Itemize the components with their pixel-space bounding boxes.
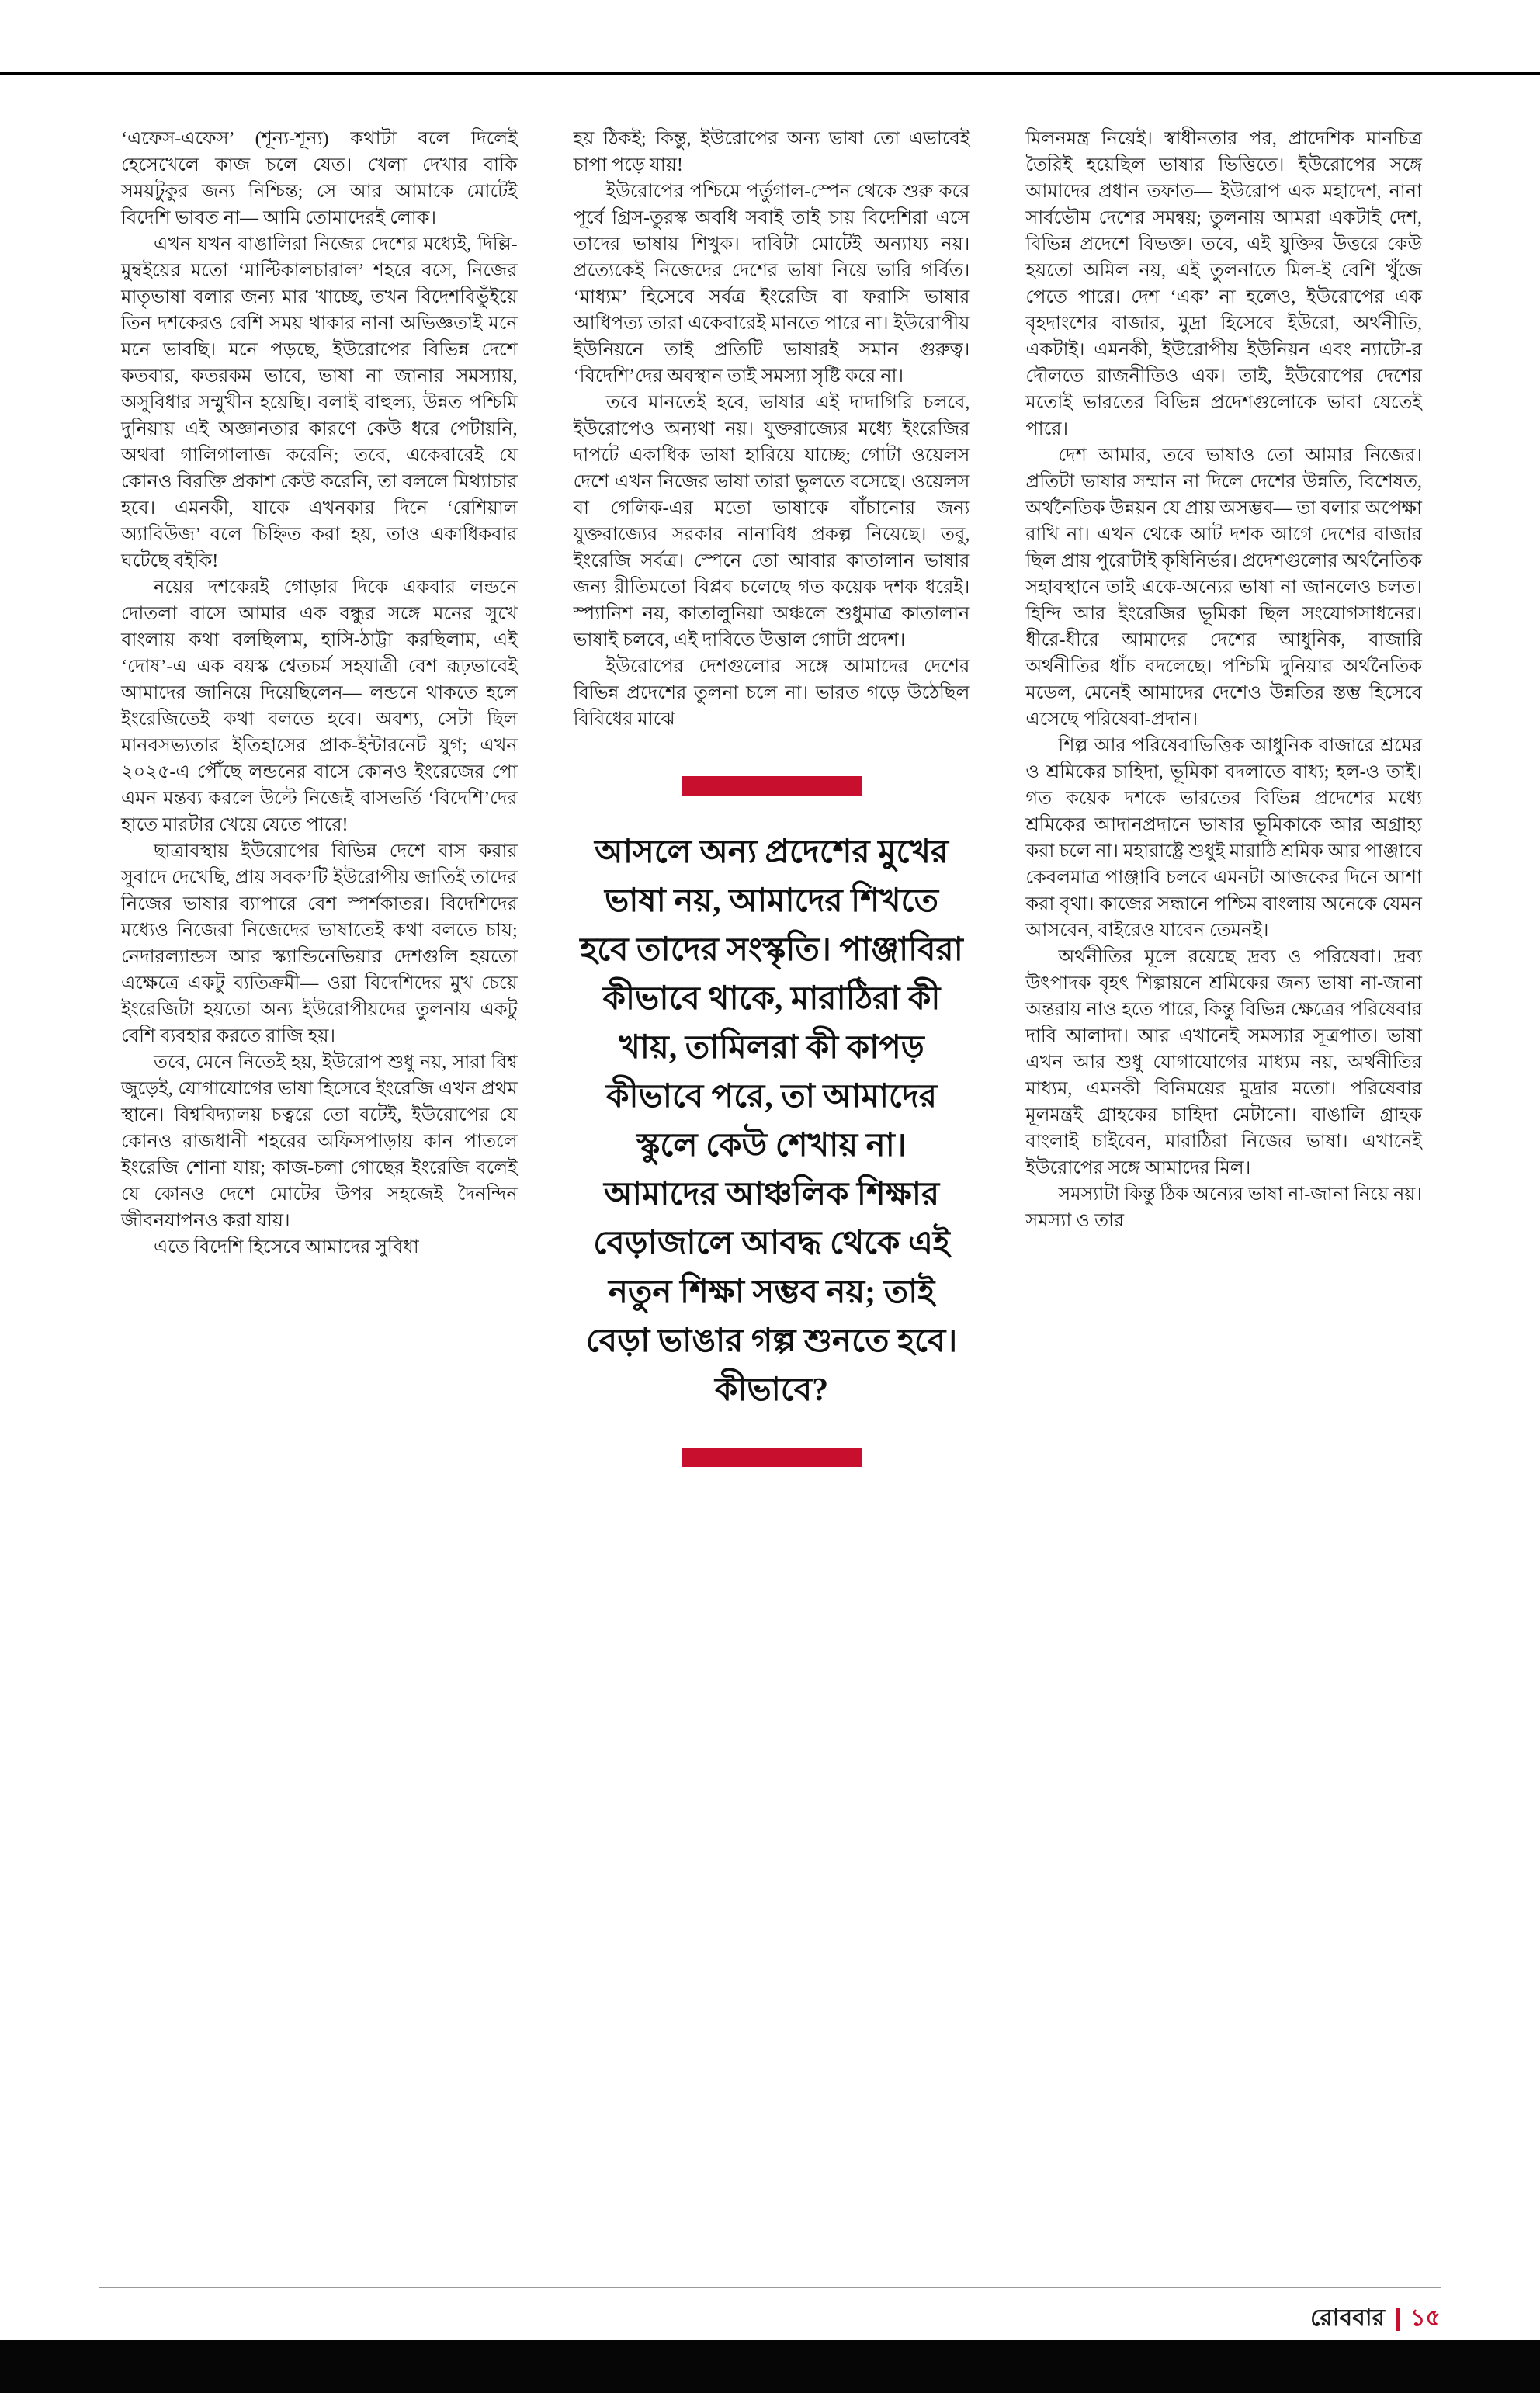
paragraph: সমস্যাটা কিন্তু ঠিক অন্যের ভাষা না-জানা নিয়ে নয়। সমস্যা ও তার <box>1025 1184 1423 1231</box>
paragraph: নয়ের দশকেরই গোড়ার দিকে একবার লন্ডনে দোতলা বাসে আমার এক বন্ধুর সঙ্গে মনের সুখে বাংলায় কথা বলছিলাম, হাসি-ঠাট্টা করছিলাম, এই ‘দোষ’-এ এক বয়স্ক শ্বেতচর্ম সহযাত্রী বেশ রূঢ়ভাবেই আমাদের জানিয়ে দিয়েছিলেন— লন্ডনে থাকতে হলে ইংরেজিতেই কথা বলতে হবে। অবশ্য, সেটা ছিল মানবসভ্যতার ইতিহাসের প্রাক-ইন্টারনেট যুগ; এখন ২০২৫-এ পৌঁছে লন্ডনের বাসে কোনও ইংরেজের পো এমন মন্তব্য করলে উল্টে নিজেই বাসভর্তি ‘বিদেশি’দের হাতে মারটার খেয়ে যেতে পারে! <box>121 577 518 835</box>
footer-separator <box>1396 2308 1400 2331</box>
article-column-1 <box>121 126 518 1261</box>
pull-quote-rule-bottom <box>682 1448 862 1467</box>
footer-page-number: ১৫ <box>1410 2305 1441 2331</box>
paragraph: অর্থনীতির মূলে রয়েছে দ্রব্য ও পরিষেবা। দ্রব্য উৎপাদক বৃহৎ শিল্পায়নে শ্রমিকের জন্য ভাষা না-জানা অন্তরায় নাও হতে পারে, কিন্তু বিভিন্ন ক্ষেত্রের পরিষেবার দাবি আলাদা। আর এখানেই সমস্যার সূত্রপাত। ভাষা এখন আর শুধু যোগাযোগের মাধ্যম নয়, অর্থনীতির মাধ্যম, এমনকী বিনিময়ের মুদ্রার মতো। পরিষেবার মূলমন্ত্রই গ্রাহকের চাহিদা মেটানো। বাঙালি গ্রাহক বাংলাই চাইবেন, মারাঠিরা নিজের ভাষা। এখানেই ইউরোপের সঙ্গে আমাদের মিল। <box>1025 947 1423 1178</box>
paragraph: তবে মানতেই হবে, ভাষার এই দাদাগিরি চলবে, ইউরোপেও অন্যথা নয়। যুক্তরাজ্যের মধ্যে ইংরেজির দাপটে একাধিক ভাষা হারিয়ে যাচ্ছে; গোটা ওয়েলস দেশে এখন নিজের ভাষা তারা ভুলতে বসেছে। ওয়েলস বা গেলিক-এর মতো ভাষাকে বাঁচানোর জন্য যুক্তরাজ্যের সরকার নানাবিধ প্রকল্প নিয়েছে। তবু, ইংরেজি সর্বত্র। স্পেনে তো আবার কাতালান ভাষার জন্য রীতিমতো বিপ্লব চলেছে গত কয়েক দশক ধরেই। স্প্যানিশ নয়, কাতালুনিয়া অঞ্চলে শুধুমাত্র কাতালান ভাষাই চলবে, এই দাবিতে উত্তাল গোটা প্রদেশ। <box>573 393 970 650</box>
article-column-2 <box>574 126 970 1467</box>
bottom-band <box>0 2340 1540 2393</box>
paragraph: দেশ আমার, তবে ভাষাও তো আমার নিজের। প্রতিটা ভাষার সম্মান না দিলে দেশের উন্নতি, বিশেষত, অর্থনৈতিক উন্নয়ন যে প্রায় অসম্ভব— তা বলার অপেক্ষা রাখি না। এখন থেকে আট দশক আগে দেশের বাজার ছিল প্রায় পুরোটাই কৃষিনির্ভর। প্রদেশগুলোর অর্থনৈতিক সহাবস্থানে তাই একে-অন্যের ভাষা না জানলেও চলত। হিন্দি আর ইংরেজির ভূমিকা ছিল সংযোগসাধনের। ধীরে-ধীরে আমাদের দেশের আধুনিক, বাজারি অর্থনীতির ধাঁচ বদলেছে। পশ্চিমি দুনিয়ার অর্থনৈতিক মডেল, মেনেই আমাদের দেশেও উন্নতির স্তম্ভ হিসেবে এসেছে পরিষেবা-প্রদান। <box>1025 446 1423 730</box>
paragraph: হয় ঠিকই; কিন্তু, ইউরোপের অন্য ভাষা তো এভাবেই চাপা পড়ে যায়! <box>573 129 970 175</box>
article-column-3 <box>1025 126 1422 1234</box>
article-body <box>121 126 1422 1467</box>
page-footer <box>1310 2299 1441 2339</box>
top-rule <box>0 72 1540 75</box>
paragraph: ইউরোপের পশ্চিমে পর্তুগাল-স্পেন থেকে শুরু করে পূর্বে গ্রিস-তুরস্ক অবধি সবাই তাই চায় বিদেশিরা এসে তাদের ভাষায় শিখুক। দাবিটা মোটেই অন্যায্য নয়। প্রত্যেকেই নিজেদের দেশের ভাষা নিয়ে ভারি গর্বিত। ‘মাধ্যম’ হিসেবে সর্বত্র ইংরেজি বা ফরাসি ভাষার আধিপত্য তারা একেবারেই মানতে পারে না। ইউরোপীয় ইউনিয়নে তাই প্রতিটি ভাষারই সমান গুরুত্ব। ‘বিদেশি’দের অবস্থান তাই সমস্যা সৃষ্টি করে না। <box>573 182 970 387</box>
paragraph: মিলনমন্ত্র নিয়েই। স্বাধীনতার পর, প্রাদেশিক মানচিত্র তৈরিই হয়েছিল ভাষার ভিত্তিতে। ইউরোপের সঙ্গে আমাদের প্রধান তফাত— ইউরোপ এক মহাদেশ, নানা সার্বভৌম দেশের সমন্বয়; তুলনায় আমরা একটাই দেশ, বিভিন্ন প্রদেশে বিভক্ত। তবে, এই যুক্তির উত্তরে কেউ হয়তো অমিল নয়, এই তুলনাতে মিল-ই বেশি খুঁজে পেতে পারে। দেশ ‘এক’ না হলেও, ইউরোপের এক বৃহদাংশের বাজার, মুদ্রা হিসেবে ইউরো, অর্থনীতি, একটাই। এমনকী, ইউরোপীয় ইউনিয়ন এবং ন্যাটো-র দৌলতে রাজনীতিও এক। তাই, ইউরোপের দেশের মতোই ভারতের বিভিন্ন প্রদেশগুলোকে ভাবা যেতেই পারে। <box>1025 129 1423 439</box>
paragraph: তবে, মেনে নিতেই হয়, ইউরোপ শুধু নয়, সারা বিশ্ব জুড়েই, যোগাযোগের ভাষা হিসেবে ইংরেজি এখন প্রথম স্থানে। বিশ্ববিদ্যালয় চত্বরে তো বটেই, ইউরোপের যে কোনও রাজধানী শহরের অফিসপাড়ায় কান পাতলে ইংরেজি শোনা যায়; কাজ-চলা গোছের ইংরেজি বলেই যে কোনও দেশে মোটের উপর সহজেই দৈনন্দিন জীবনযাপনও করা যায়। <box>121 1053 518 1231</box>
footer-rule <box>99 2287 1441 2288</box>
paragraph: ইউরোপের দেশগুলোর সঙ্গে আমাদের দেশের বিভিন্ন প্রদেশের তুলনা চলে না। ভারত গড়ে উঠেছিল বিবিধের মাঝে <box>573 657 970 730</box>
pull-quote-text: আসলে অন্য প্রদেশের মুখের ভাষা নয়, আমাদের শিখতে হবে তাদের সংস্কৃতি। পাঞ্জাবিরা কীভাবে থাকে, মারাঠিরা কী খায়, তামিলরা কী কাপড় কীভাবে পরে, তা আমাদের স্কুলে কেউ শেখায় না। আমাদের আঞ্চলিক শিক্ষার বেড়াজালে আবদ্ধ থেকে এই নতুন শিক্ষা সম্ভব নয়; তাই বেড়া ভাঙার গল্প শুনতে হবে। কীভাবে? <box>580 834 963 1408</box>
paragraph: এতে বিদেশি হিসেবে আমাদের সুবিধা <box>154 1237 419 1257</box>
paragraph: এখন যখন বাঙালিরা নিজের দেশের মধ্যেই, দিল্লি-মুম্বইয়ের মতো ‘মাল্টিকালচারাল’ শহরে বসে, নিজের মাতৃভাষা বলার জন্য মার খাচ্ছে, তখন বিদেশবিভুঁইয়ে তিন দশকেরও বেশি সময় থাকার নানা অভিজ্ঞতাই মনে মনে ভাবছি। মনে পড়ছে, ইউরোপের বিভিন্ন দেশে কতবার, কতরকম ভাবে, ভাষা না জানার সমস্যায়, অসুবিধার সম্মুখীন হয়েছি। বলাই বাহুল্য, উন্নত পশ্চিমি দুনিয়ায় এই অজ্ঞানতার কারণে কেউ ধরে পেটায়নি, অথবা গালিগালাজ করেনি; তবে, একেবারেই যে কোনও বিরক্তি প্রকাশ কেউ করেনি, তা বললে মিথ্যাচার হবে। এমনকী, যাকে এখনকার দিনে ‘রেশিয়াল অ্যাবিউজ’ বলে চিহ্নিত করা হয়, তাও একাধিকবার ঘটেছে বইকি! <box>121 234 518 571</box>
paragraph: ‘এফেস-এফেস’ (শূন্য-শূন্য) কথাটা বলে দিলেই হেসেখেলে কাজ চলে যেত। খেলা দেখার বাকি সময়টুকুর জন্য নিশ্চিন্ত; সে আর আমাকে মোটেই বিদেশি ভাবত না— আমি তোমাদেরই লোক। <box>121 129 518 228</box>
paragraph: শিল্প আর পরিষেবাভিত্তিক আধুনিক বাজারে শ্রমের ও শ্রমিকের চাহিদা, ভূমিকা বদলাতে বাধ্য; হল-ও তাই। গত কয়েক দশকে ভারতের বিভিন্ন প্রদেশের মধ্যে শ্রমিকের আদানপ্রদানে ভাষার ভূমিকাকে আর অগ্রাহ্য করা চলে না। মহারাষ্ট্রে শুধুই মারাঠি শ্রমিক আর পাঞ্জাবে কেবলমাত্র পাঞ্জাবি চলবে এমনটা আজকের দিনে আশা করা বৃথা। কাজের সন্ধানে পশ্চিম বাংলায় অনেকে যেমন আসবেন, বাইরেও যাবেন তেমনই। <box>1025 736 1423 941</box>
footer-publication-name: রোববার <box>1310 2305 1386 2331</box>
pull-quote-rule-top <box>682 776 862 796</box>
pull-quote <box>574 776 970 1467</box>
paragraph: ছাত্রাবস্থায় ইউরোপের বিভিন্ন দেশে বাস করার সুবাদে দেখেছি, প্রায় সবক’টি ইউরোপীয় জাতিই তাদের নিজের ভাষার ব্যাপারে বেশ স্পর্শকাতর। বিদেশিদের মধ্যেও নিজেরা নিজেদের ভাষাতেই কথা বলতে চায়; নেদারল্যান্ডস আর স্ক্যান্ডিনেভিয়ার দেশগুলি হয়তো এক্ষেত্রে একটু ব্যতিক্রমী— ওরা বিদেশিদের মুখ চেয়ে ইংরেজিটা হয়তো অন্য ইউরোপীয়দের তুলনায় একটু বেশি ব্যবহার করতে রাজি হয়। <box>121 841 518 1046</box>
